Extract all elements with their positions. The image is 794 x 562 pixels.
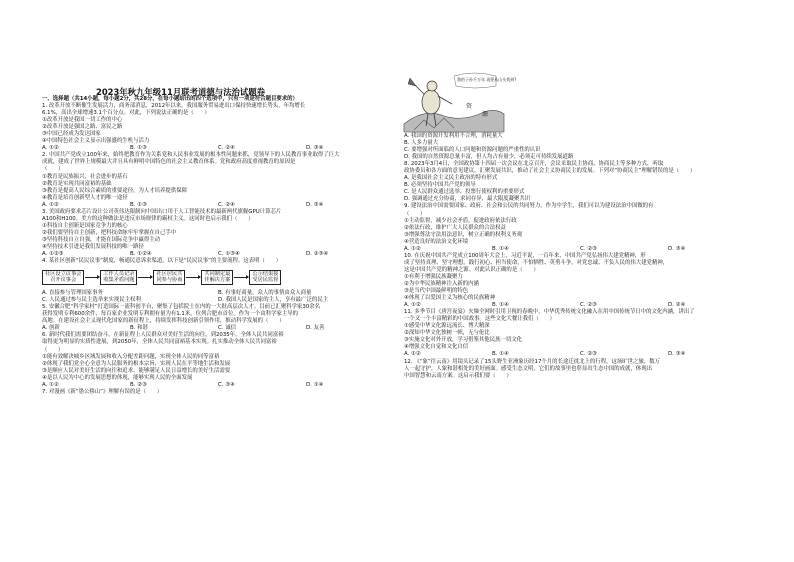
question-line: ④中国特色社会主义显示出强盛的生机与活力 (42, 138, 150, 145)
question-line: ③教育是提高人民综合素质的重要途径，为人才培养提供保障 (42, 187, 187, 194)
question-line: 10. 在庆祝中国共产党成立100周年大会上，习近平说，一百年来，中国共产党弘扬伟大建党精神，形 (404, 252, 646, 259)
question-line: ①教育是民族振兴，社会进步的基石 (42, 173, 128, 180)
left-column (42, 96, 394, 396)
question-line: 6. 新时代我们需要团结奋斗，在新征程上人民群众对美好生活的向往，到2035年，全体人民共同富裕 (42, 332, 284, 339)
question-line: A100和H100。美方的这种做法是违反市场规律的霸权主义。这同时也启示我们（ ） (42, 215, 254, 222)
question-line: ②体现了我们党全心全意为人民服务的根本宗旨，实现人民在平等地生活和发展 (42, 360, 231, 367)
answer-option: B. ①④ (492, 302, 509, 309)
cartoon-illustration (404, 64, 517, 132)
question-line: 政协委员和各方面的意见建议，汇聚发展共识，推动了社会主义协商民主的发展。下列对“协商民主”理解错误的是（ ） (404, 168, 696, 175)
question-line: 4. 某社区创新“民民议事”制度，畅通民意诉求渠道，以下是“民民议事”的主要流程。这表明（ ） (42, 258, 282, 265)
question-line: ③增强尊法守法用法意识，树立正确的权利义务观 (404, 231, 523, 238)
question-line: C. 要增强对所面临的人口问题和资源问题的严重性的认识 (404, 147, 541, 154)
question-line: 这是中国共产党的精神之源。对此认识正确的是（ ） (404, 266, 539, 273)
question-line: ③是顺应人民对美好生活的向往和追求，能够满足人民日益增长的美好生活需要 (42, 367, 231, 374)
flow-step: 公示结果接 受居民监督 (249, 270, 281, 285)
flow-step: 工作人员记录 收集矛盾问题 (100, 270, 137, 285)
question-line: ③实施文化对外开放，学习借鉴其他民族一切文化 (404, 337, 523, 344)
question-line: ②教育是实现共同富裕的基础 (42, 180, 112, 187)
question-line: A. 我国的资源开发利用不合理，消耗量大 (404, 133, 503, 139)
question-line: （ ） (404, 210, 426, 217)
answer-option: A. ①② (404, 351, 421, 358)
answer-option: D. ②④ (668, 302, 686, 309)
answer-option: B. ①②④ (130, 251, 152, 258)
question-line: 2. 中国共产党成立100年来，始终把教育作为关系党和人民事业发展的根本性问题来抓，党领导下的人民教育事业取得了巨大 (42, 152, 340, 159)
question-line: ③坚持科技自立自强，才能在国际竞争中赢得主动 (42, 236, 161, 243)
answer-option: A. ①② (404, 245, 421, 252)
flow-step: 社区设立议事会 召开议事会 (42, 270, 84, 285)
question-line: 取得更为明显的实质性进展，到2050年，全体人民共同富裕基本实现。扎实推动全体人民共同富裕 (42, 339, 277, 346)
answer-option: D. ③④ (668, 245, 686, 252)
flow-arrow-icon (85, 277, 99, 278)
question-line: 人一起守护，人象和谐相处的美好画面。感受生态文明，它们的故事里也彰显出生态中国的成就，体现出 (404, 365, 652, 372)
question-line: ②改革开放是强国之路、富民之路 (42, 124, 123, 131)
question-line: B. 人多力量大 (404, 140, 439, 147)
answer-option: B. ①④ (492, 245, 509, 252)
question-line: B. 必须坚持中国共产党的领导 (404, 182, 476, 189)
question-line: 获得发明专利600余件，每百家企业发明专利拥有量为有1.1米，位列合肥市首位。作为一个由科学家主导的 (42, 311, 299, 318)
answer-option: D. ③④ (306, 145, 324, 152)
cartoon-caption: 我的子孙千万年 再要从山头找到? (457, 77, 517, 82)
answer-options (42, 382, 394, 389)
flow-arrow-icon (234, 277, 248, 278)
answer-option: B. ①④ (492, 351, 509, 358)
question-line: 成就，建成了世界上规模最大并且具有鲜明中国特色的社会主义教育体系。党和政府高度重视教育的原因是 (42, 159, 296, 166)
answer-option: B. ②③ (130, 381, 147, 388)
exam-title: 2023年秋九年级11月联考道德与法治试题卷 (96, 87, 265, 97)
question-line: ②为中华民族精神注入新的内涵 (404, 280, 479, 287)
question-line: ④坚持技术引进是我们发展科技的唯一路径 (42, 243, 144, 250)
question-line: D. 我国的自然资源总量丰富，但人均占有量少，必须走可持续发展道路 (404, 154, 574, 161)
answer-option: D. ②③④ (306, 251, 329, 258)
question-line: 3. 美国政府要求芯片设计公司英伟达限制向中国出口用于人工智能技术的最新两代旗舰GPU计算芯片 (42, 208, 282, 215)
answer-option: A. ①② (42, 201, 59, 208)
answer-option: B. ①③ (130, 201, 147, 208)
question-line: （ ） (42, 346, 64, 353)
question-line: 高地。在建设社会主义现代化国家的新征程上，持续发挥科技创新引领作用，推动科学发展的（ ） (42, 318, 285, 325)
answer-option: D. 友善 (306, 325, 325, 332)
right-column (404, 133, 756, 380)
answer-option: D. ①④ (306, 381, 324, 388)
question-line: ④增强文化自觉和文化自信 (404, 344, 469, 351)
cartoon-label-1: 资 (466, 103, 473, 110)
flow-arrow-icon (138, 277, 152, 278)
question-line: ①有利于增强民族凝聚力 (404, 273, 463, 280)
answer-option: C. ②③ (580, 245, 597, 252)
process-flowchart (42, 266, 394, 288)
section-heading: 一、选择题（共14小题，每小题2分，共28分，在每小题给出的四个选项中，只有一项是符合题目要求的） (42, 96, 298, 102)
question-line: ①主动监督，减少社会矛盾，促进政府依法行政 (404, 217, 517, 224)
answer-options (404, 351, 756, 358)
answer-option: B. ①③ (130, 145, 147, 152)
answer-option: B. 和谐 (130, 325, 148, 332)
question-line: ④是以人民为中心的发展思想的体现，能够实现人民的全面发展 (42, 374, 193, 381)
answer-option: D. ③④ (306, 201, 324, 208)
answer-option: C. 诚信 (218, 325, 236, 332)
answer-option: C. ①③④ (218, 251, 240, 258)
question-line: 8. 2023年3月4日，全国政协第十四届一次会议在北京召开，会议采取民主协商、协商民主等多种方式，听取 (404, 161, 664, 168)
answer-option: B. 有事好商量，众人的事情由众人商量 (218, 290, 312, 297)
question-line: ③是当代中国最鲜明的特色 (404, 288, 469, 295)
question-line: 7. 对漫画《新“愚公移山”》理解有误的是（ ） (42, 388, 163, 395)
answer-option: C. 人民通过参与民主选举来实现民主权利 (42, 297, 141, 304)
answer-option: A. 直接参与管理国家事务 (42, 290, 103, 297)
question-line: 12. 《“象”往云南》用镜头记录了15头野生亚洲象历经17个月的长途迁徙北上的行程，这场旷世之旅，数万 (404, 358, 660, 365)
answer-options (42, 202, 394, 209)
flow-arrow-icon (186, 277, 200, 278)
question-line: ②深知中华文化独树一帜，无与伦比 (404, 330, 490, 337)
flow-step: 社区居民共 同参与协商 (153, 270, 185, 285)
question-line: （ ） (42, 166, 64, 173)
answer-option: A. ①② (404, 302, 421, 309)
question-line: 成了坚持真理、坚守理想，践行初心、担当使命，不怕牺牲、英勇斗争，对党忠诚、不负人民的伟大建党精神， (404, 259, 669, 266)
question-line: 1. 改革开放不断催生发展活力，商务部消息，2012年以来，我国服务贸易进出口保持快速增长势头，年均增长 (42, 103, 306, 110)
question-line: 5. 安徽合肥“科学家村”打造国际一流科创平台，聚集了包括院士在内的一大批高层次人才。目前已汇聚科学家30余名 (42, 304, 321, 311)
answer-option: D. 我国人民是国家的主人，享有最广泛的民主 (218, 297, 329, 304)
question-line: C. 是人民群众通过选举、投票行使权利的重要形式 (404, 189, 525, 196)
answer-option: A. ①②③ (42, 251, 64, 258)
question-line: ②我们要坚持自主创新，把科技命脉牢牢掌握在自己手中 (42, 229, 177, 236)
question-line: ①能有效解决城乡区域发展和收入分配差距问题，实现全体人民的同等富裕 (42, 353, 220, 360)
question-line: ④教育是培育创新型人才的唯一途径 (42, 194, 128, 201)
answer-option: A. ①② (42, 145, 59, 152)
answer-option: C. ②④ (218, 145, 235, 152)
question-line: 一个又一个丰富精彩的中国故事。这些文化大餐让我们（ ） (404, 316, 555, 323)
question-line: ④营造良好的法治文化环境 (404, 238, 469, 245)
answer-option: C. ②④ (218, 201, 235, 208)
answer-option: C. ②③ (580, 302, 597, 309)
cartoon-label-2: 源 (482, 111, 489, 118)
question-line: 6.1%，高出全球增速3.1个百分点。对此，下列说法正确的是（ ） (42, 110, 210, 117)
answer-options (404, 246, 756, 253)
question-line: ②依法行政，维护广大人民群众的合法权益 (404, 224, 506, 231)
answer-option: D. ③④ (668, 351, 686, 358)
flow-step: 共同制定最 佳解决方案 (201, 270, 233, 285)
question-line: ①科技自主创新是国家竞争力的核心 (42, 222, 128, 229)
question-line: 11. 多季节目《唐宫夜宴》火爆全网时引用卫视的春晚中，中华优秀传统文化融入在用中国传统节日中的文化内涵，讲出了 (404, 309, 695, 316)
answer-option: C. ③④ (218, 381, 235, 388)
answer-option: A. 创新 (42, 325, 60, 332)
question-line: ③中国已经成为发达国家 (42, 131, 101, 138)
question-line: A. 是我国社会主义民主政治的特有形式 (404, 175, 498, 182)
question-line: 9. 建设法治中国需要国家、政府、社会和公民的共同努力，作为中学生，我们可以为建设法治中国做的有 (404, 203, 654, 210)
answer-option: C. ②③ (580, 351, 597, 358)
question-line: ④体现了以爱国主义为核心的民族精神 (404, 295, 496, 302)
answer-option: A. ①② (42, 381, 59, 388)
question-line: 中国智慧和云南方案。这启示我们要（ ） (404, 372, 512, 379)
question-line: ①感受中华文化源远流长、博大精深 (404, 323, 490, 330)
question-line: D. 强调通过充分协商，求同存异，最大限度凝聚共识 (404, 196, 531, 203)
question-line: ①改革开放是我国一切工作的中心 (42, 117, 123, 124)
